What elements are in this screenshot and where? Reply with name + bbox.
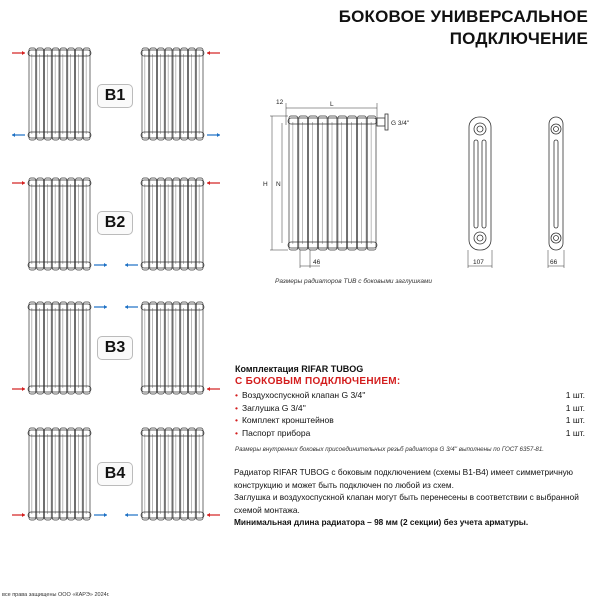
radiator-section <box>52 428 59 520</box>
kit-list <box>235 364 585 453</box>
list-item: • Паспорт прибора 1 шт. <box>235 427 585 438</box>
page-title: БОКОВОЕ УНИВЕРСАЛЬНОЕ ПОДКЛЮЧЕНИЕ <box>338 7 588 48</box>
bullet-icon: • <box>235 402 238 413</box>
bullet-icon: • <box>235 390 238 400</box>
radiator-section <box>181 302 188 394</box>
dim-thread: G 3/4'' <box>391 120 410 127</box>
radiator-section <box>173 428 180 520</box>
radiator-section <box>60 302 67 394</box>
radiator-section <box>196 302 203 394</box>
dim-n: N <box>276 181 281 188</box>
description: Радиатор RIFAR TUBOG с боковым подключением (схемы B1-B4) имеет симметричную конструкцию и может быть подключен по любой из схем. Заглушка и воздухоспускной клапан могут быть перенесены в соответствии с выбранной схемой монтажа. Минимальная длина радиатора – 98 мм (2 секции) без учета арматуры. <box>234 467 579 527</box>
radiator-section <box>37 428 44 520</box>
radiator-section <box>60 428 67 520</box>
radiator-section <box>309 116 318 250</box>
copyright: все права защищены ООО «КАРЭ» 2024г. <box>2 592 110 598</box>
radiator-section <box>299 116 308 250</box>
radiator-section <box>165 428 172 520</box>
bullet-icon: • <box>235 415 238 425</box>
list-item: • Воздухоспускной клапан G 3/4'' 1 шт. <box>235 390 585 400</box>
radiator-section <box>29 428 36 520</box>
drawing-caption: Размеры радиаторов TUB с боковыми заглушками <box>275 278 433 285</box>
radiator-section <box>45 428 52 520</box>
radiator-section <box>189 302 196 394</box>
radiator-section <box>328 116 337 250</box>
radiator-section <box>357 116 366 250</box>
radiator-section <box>37 302 44 394</box>
scheme-label-b4: B4 <box>97 462 133 486</box>
radiator-section <box>76 302 83 394</box>
dimension-drawing <box>0 0 600 290</box>
radiator-section <box>76 428 83 520</box>
radiator-section <box>318 116 327 250</box>
radiator-section <box>173 302 180 394</box>
radiator-section <box>338 116 347 250</box>
kit-note: Размеры внутренних боковых присоединительных резьб радиатора G 3/4'' выполнены по ГОСТ 6357-81. <box>235 446 544 453</box>
radiator-section <box>158 302 165 394</box>
radiator-section <box>52 302 59 394</box>
radiator-section <box>142 302 149 394</box>
radiator-section <box>181 428 188 520</box>
dim-46: 46 <box>313 259 321 266</box>
radiator-section <box>142 428 149 520</box>
dim-l: L <box>330 101 334 108</box>
radiator-section <box>165 302 172 394</box>
scheme-label-b2: B2 <box>97 211 133 235</box>
kit-subheading: С БОКОВЫМ ПОДКЛЮЧЕНИЕМ: <box>235 376 401 387</box>
radiator-section <box>150 428 157 520</box>
radiator-section <box>367 116 376 250</box>
list-item: • Комплект кронштейнов 1 шт. <box>235 415 585 425</box>
radiator-section <box>68 428 75 520</box>
dim-h: H <box>263 181 268 188</box>
radiator-section <box>289 116 298 250</box>
radiator-section <box>348 116 357 250</box>
radiator-section <box>150 302 157 394</box>
radiator-section <box>45 302 52 394</box>
radiator-section <box>68 302 75 394</box>
radiator-section <box>83 428 90 520</box>
kit-heading: Комплектация RIFAR TUBOG <box>235 364 364 374</box>
dim-12: 12 <box>276 99 284 106</box>
bullet-icon: • <box>235 427 238 438</box>
radiator-section <box>158 428 165 520</box>
radiator-section <box>83 302 90 394</box>
radiator-section <box>196 428 203 520</box>
radiator-section <box>189 428 196 520</box>
radiator-section <box>29 302 36 394</box>
dim-66: 66 <box>550 259 558 266</box>
scheme-label-b1: B1 <box>97 84 133 108</box>
scheme-label-b3: B3 <box>97 336 133 360</box>
list-item: • Заглушка G 3/4'' 1 шт. <box>235 402 585 413</box>
dim-107: 107 <box>473 259 484 266</box>
